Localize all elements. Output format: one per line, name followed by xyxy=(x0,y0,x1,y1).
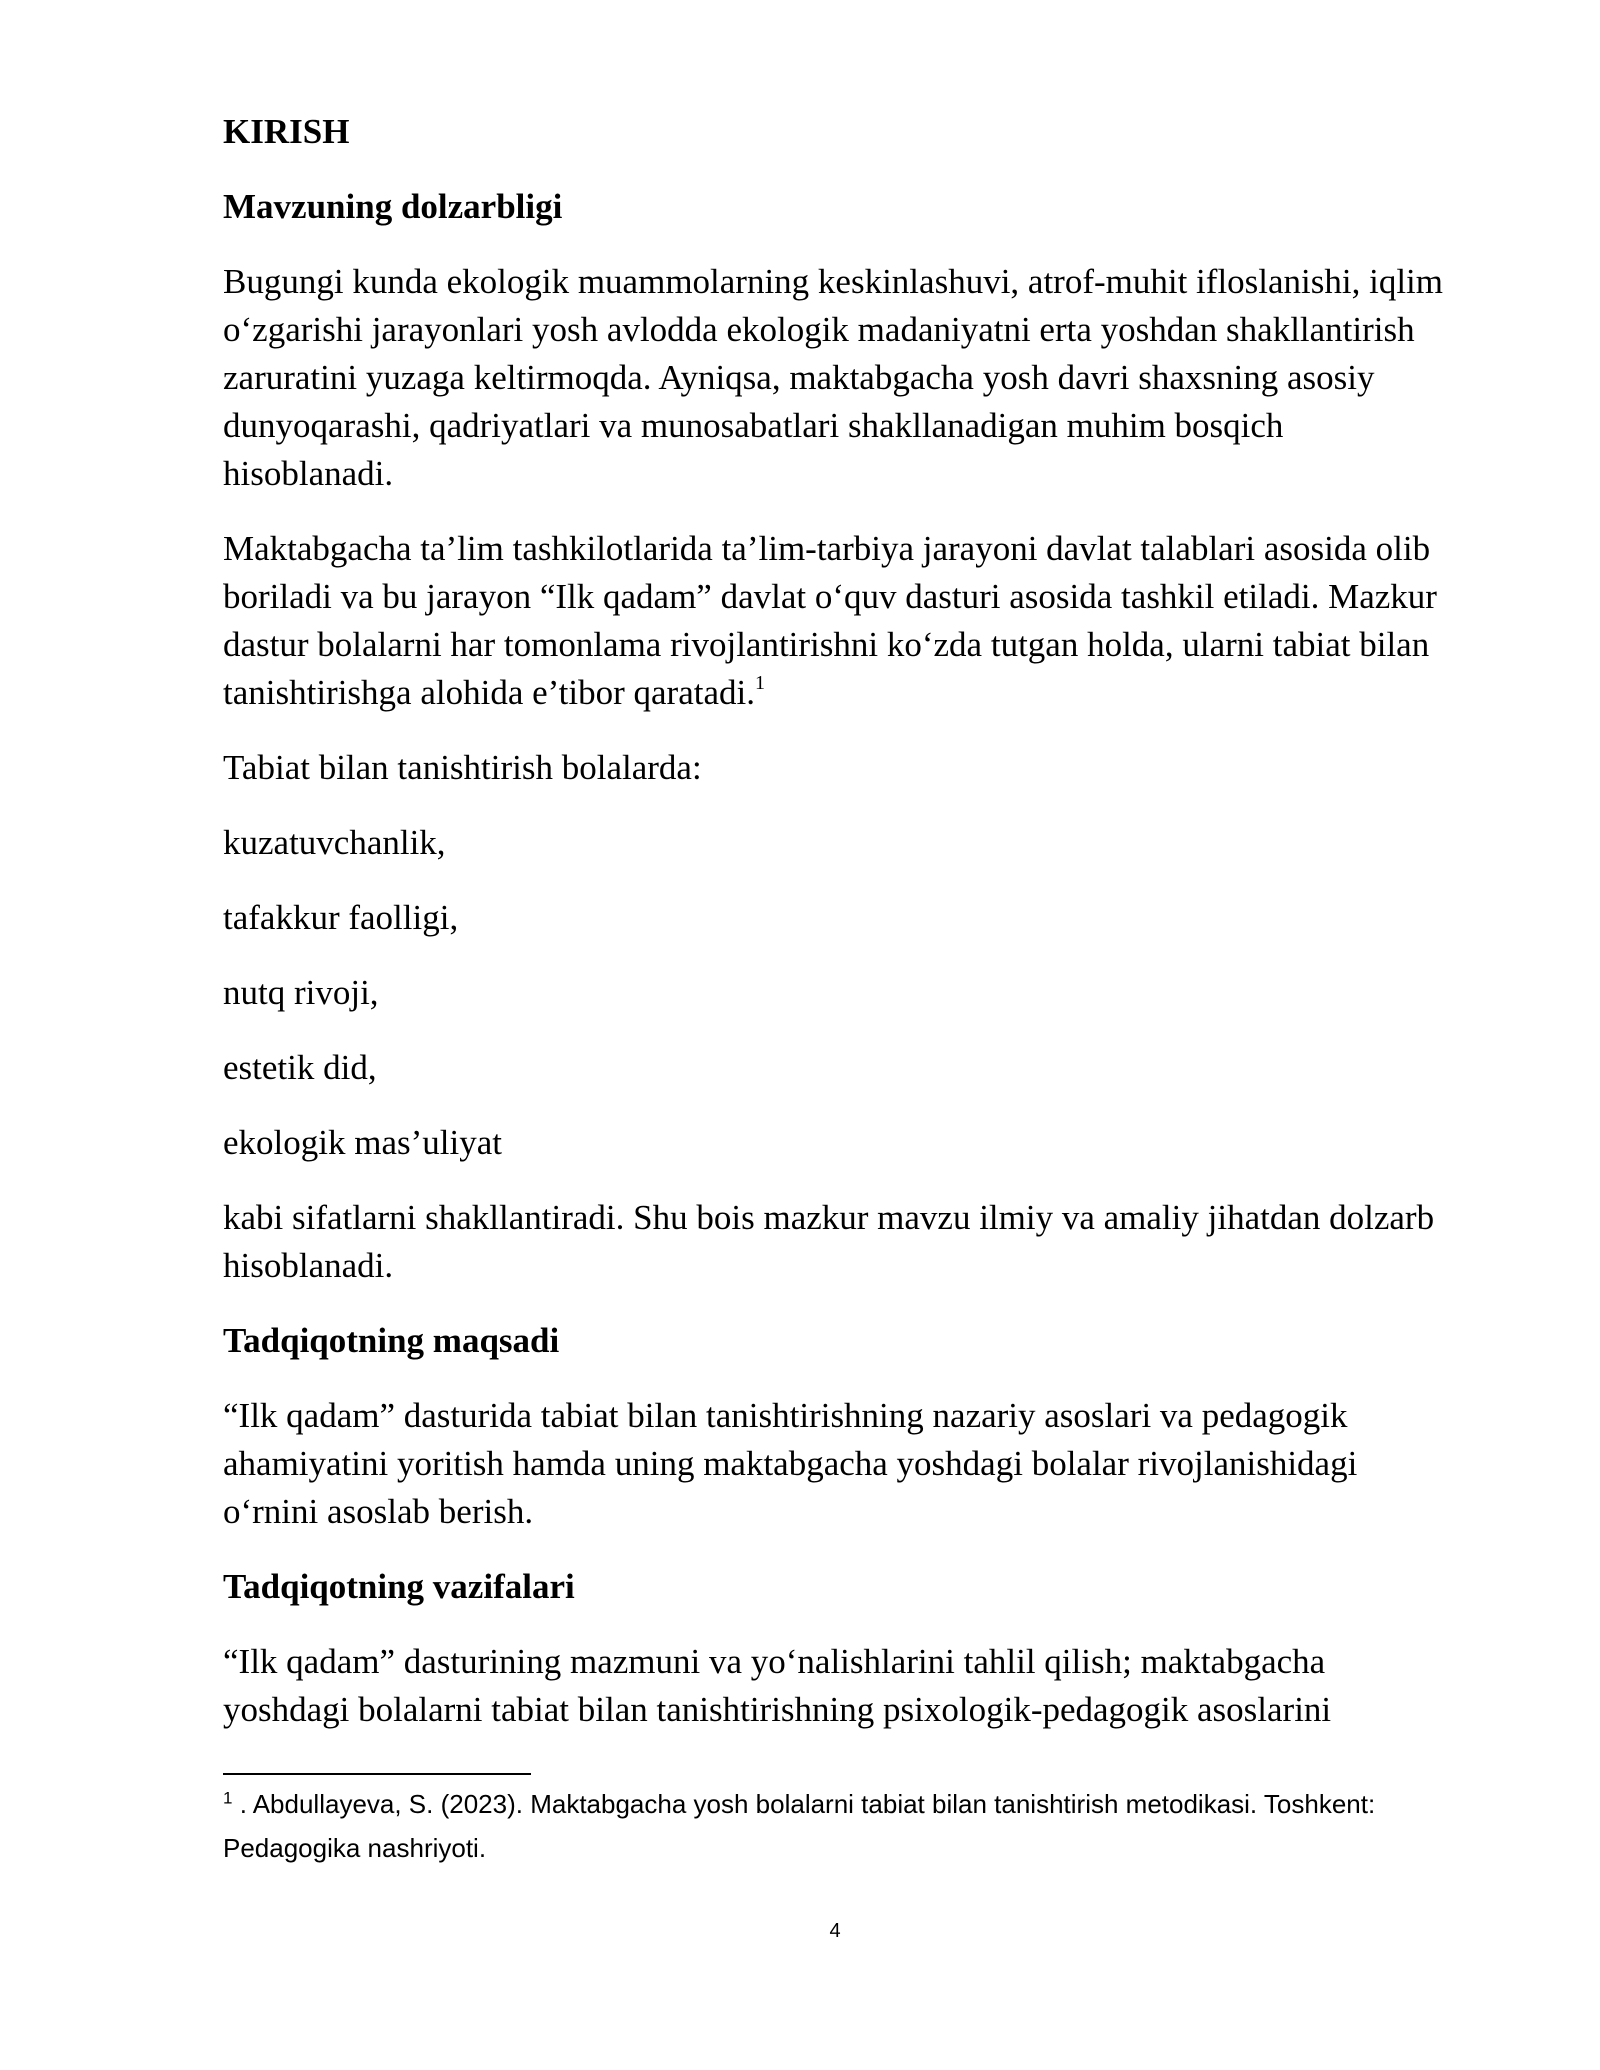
footnote-text: . Abdullayeva, S. (2023). Maktabgacha yosh bolalarni tabiat bilan tanishtirish metodikasi. Toshkent: Pedagogika nashriyoti. xyxy=(223,1789,1376,1863)
qualities-list xyxy=(223,819,1453,1167)
tasks-paragraph: “Ilk qadam” dasturining mazmuni va yo‘nalishlarini tahlil qilish; maktabgacha yoshdagi bolalarni tabiat bilan tanishtirishning psixologik-pedagogik asoslarini xyxy=(223,1642,1332,1729)
page-body xyxy=(223,108,1453,1761)
list-item: estetik did, xyxy=(223,1048,377,1087)
relevance-paragraph-1: Bugungi kunda ekologik muammolarning keskinlashuvi, atrof-muhit ifloslanishi, iqlim o‘zgarishi jarayonlari yosh avlodda ekologik madaniyatni erta yoshdan shakllantirish zaruratini yuzaga keltirmoqda. Ayniqsa, maktabgacha yosh davri shaxsning asosiy dunyoqarashi, qadriyatlari va munosabatlari shakllanadigan muhim bosqich hisoblanadi. xyxy=(223,262,1444,493)
list-item: ekologik mas’uliyat xyxy=(223,1123,502,1162)
relevance-paragraph-2-text: Maktabgacha ta’lim tashkilotlarida ta’lim-tarbiya jarayoni davlat talablari asosida olib boriladi va bu jarayon “Ilk qadam” davlat o‘quv dasturi asosida tashkil etiladi. Mazkur dastur bolalarni har tomonlama rivojlantirishni ko‘zda tutgan holda, ularni tabiat bilan tanishtirishga alohida e’tibor qaratadi. xyxy=(223,529,1437,712)
page-number: 4 xyxy=(829,1920,841,1942)
footnote xyxy=(223,1782,1423,1870)
list-item: tafakkur faolligi, xyxy=(223,898,459,937)
list-intro: Tabiat bilan tanishtirish bolalarda: xyxy=(223,748,702,787)
section-title-relevance: Mavzuning dolzarbligi xyxy=(223,187,563,226)
list-item: kuzatuvchanlik, xyxy=(223,823,446,862)
footnote-marker: 1 xyxy=(223,1788,233,1808)
list-item: nutq rivoji, xyxy=(223,973,379,1012)
footnote-separator xyxy=(223,1773,531,1775)
section-title-goal: Tadqiqotning maqsadi xyxy=(223,1321,560,1360)
goal-paragraph: “Ilk qadam” dasturida tabiat bilan tanishtirishning nazariy asoslari va pedagogik ahamiyatini yoritish hamda uning maktabgacha yoshdagi bolalar rivojlanishidagi o‘rnini asoslab berish. xyxy=(223,1396,1358,1531)
relevance-conclusion: kabi sifatlarni shakllantiradi. Shu bois mazkur mavzu ilmiy va amaliy jihatdan dolzarb hisoblanadi. xyxy=(223,1198,1435,1285)
footnote-reference[interactable]: 1 xyxy=(754,672,765,695)
relevance-paragraph-2 xyxy=(223,525,1453,717)
chapter-heading: KIRISH xyxy=(223,112,350,151)
section-title-tasks: Tadqiqotning vazifalari xyxy=(223,1567,575,1606)
